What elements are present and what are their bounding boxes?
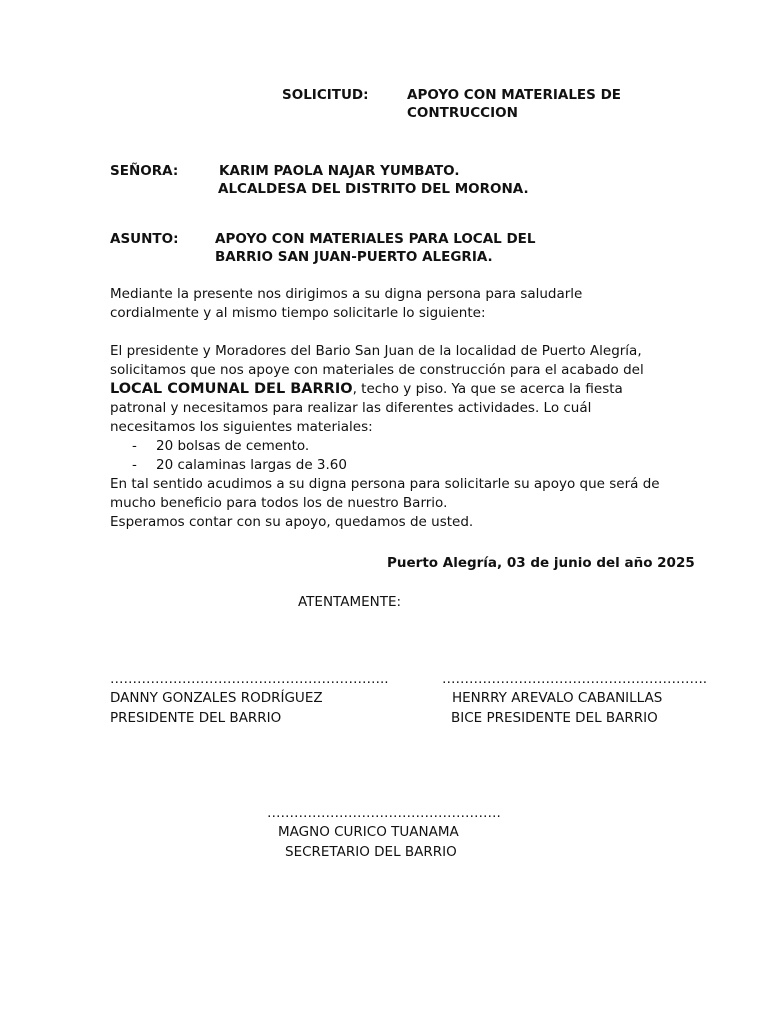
closing-paragraph: En tal sentido acudimos a su digna persona para solicitarle su apoyo que será de mucho beneficio para todos los de nuestro Barrio. xyxy=(110,476,660,511)
request-text-a: El presidente y Moradores del Bario San Juan de la localidad de Puerto Alegría, solicitamos que nos apoye con materiales de construcción para el acabado del xyxy=(110,343,644,378)
material-item-cemento: 20 bolsas de cemento. xyxy=(156,438,310,454)
local-comunal-highlight: LOCAL COMUNAL DEL BARRIO xyxy=(110,381,353,397)
solicitud-text-line2: CONTRUCCION xyxy=(407,105,518,121)
list-item: - 20 bolsas de cemento. xyxy=(132,438,310,454)
closing-thanks: Esperamos contar con su apoyo, quedamos de usted. xyxy=(110,514,474,530)
signer-role-right: BICE PRESIDENTE DEL BARRIO xyxy=(451,710,658,726)
letter-body xyxy=(110,285,660,532)
signer-role-left: PRESIDENTE DEL BARRIO xyxy=(110,710,282,726)
list-item: - 20 calaminas largas de 3.60 xyxy=(132,457,347,473)
request-text-b: , techo y piso. Ya que se acerca la fiesta patronal y necesitamos para realizar las diferentes actividades. Lo cuál necesitamos los siguientes materiales: xyxy=(110,381,623,435)
signature-line-bottom: ……………………………………………. xyxy=(267,805,501,821)
addressee-name: KARIM PAOLA NAJAR YUMBATO. xyxy=(219,163,460,179)
solicitud-text-line1: APOYO CON MATERIALES DE xyxy=(407,87,621,103)
intro-paragraph: Mediante la presente nos dirigimos a su digna persona para saludarle cordialmente y al mismo tiempo solicitarle lo siguiente: xyxy=(110,286,583,321)
signature-line-left: …………………………………………………….. xyxy=(110,671,389,687)
materials-list xyxy=(110,437,660,475)
addressee-title: ALCALDESA DEL DISTRITO DEL MORONA. xyxy=(218,181,529,197)
signer-role-bottom: SECRETARIO DEL BARRIO xyxy=(285,844,457,860)
signer-name-right: HENRRY AREVALO CABANILLAS xyxy=(452,690,663,706)
request-paragraph xyxy=(110,342,660,437)
signer-name-bottom: MAGNO CURICO TUANAMA xyxy=(278,824,459,840)
subject-label: ASUNTO: xyxy=(110,231,179,247)
signature-line-right: ………………………………………………….. xyxy=(442,671,708,687)
material-item-calaminas: 20 calaminas largas de 3.60 xyxy=(156,457,347,473)
atentamente-label: ATENTAMENTE: xyxy=(298,594,402,610)
addressee-label: SEÑORA: xyxy=(110,163,179,179)
subject-line1: APOYO CON MATERIALES PARA LOCAL DEL xyxy=(215,231,536,247)
solicitud-label: SOLICITUD: xyxy=(282,87,369,103)
subject-line2: BARRIO SAN JUAN-PUERTO ALEGRIA. xyxy=(215,249,493,265)
date-line: Puerto Alegría, 03 de junio del año 2025 xyxy=(387,555,695,571)
signer-name-left: DANNY GONZALES RODRÍGUEZ xyxy=(110,690,323,706)
